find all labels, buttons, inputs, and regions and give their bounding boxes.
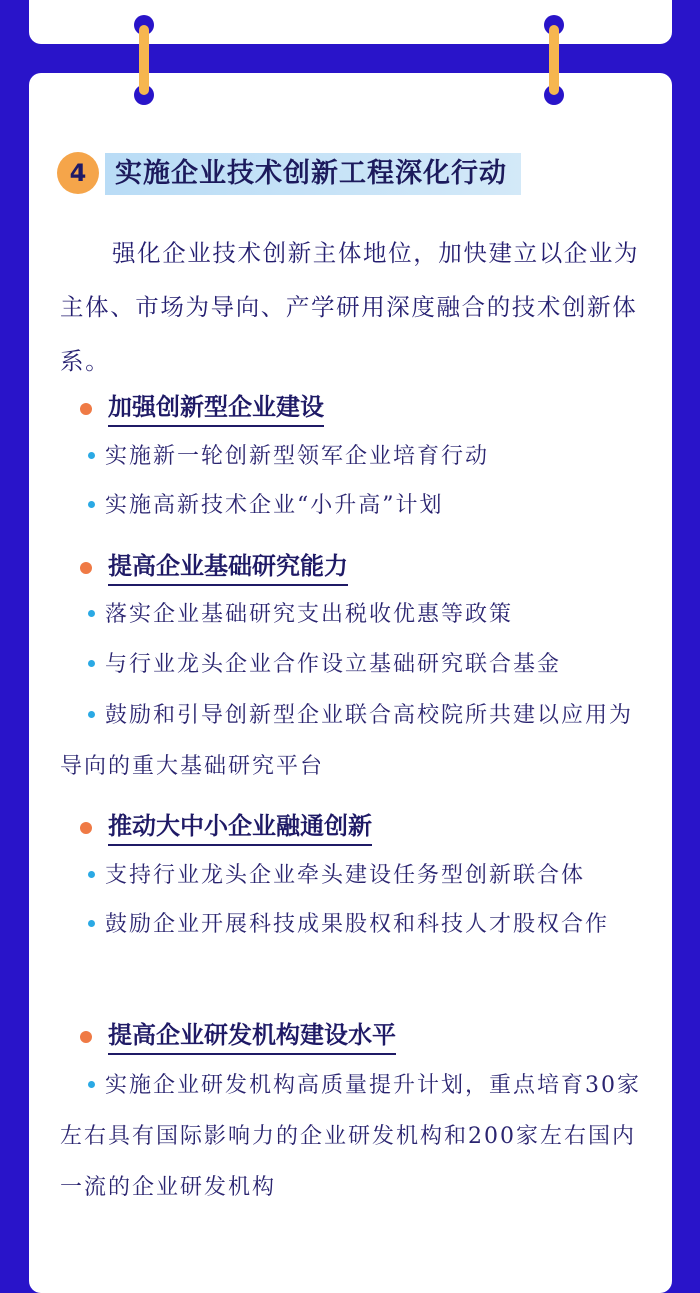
list-item: 实施高新技术企业“小升高”计划 (60, 480, 645, 531)
subsection-title: 加强创新型企业建设 (108, 390, 324, 427)
list-item: 实施企业研发机构高质量提升计划，重点培育30家左右具有国际影响力的企业研发机构和200家左右国内一流的企业研发机构 (60, 1073, 641, 1200)
bullet-dot-icon (88, 610, 95, 617)
section-heading (57, 150, 577, 198)
list-item: 落实企业基础研究支出税收优惠等政策 (60, 589, 645, 640)
orange-dot-icon (80, 822, 92, 834)
list-item: 鼓励企业开展科技成果股权和科技人才股权合作 (60, 899, 645, 950)
orange-dot-icon (80, 1031, 92, 1043)
ring-rod (139, 25, 149, 95)
bullet-dot-icon (88, 660, 95, 667)
binder-ring-right (544, 15, 564, 110)
bullet-dot-icon (88, 711, 95, 718)
ring-rod (549, 25, 559, 95)
list-item: 鼓励和引导创新型企业联合高校院所共建以应用为导向的重大基础研究平台 (60, 703, 634, 779)
list-item: 与行业龙头企业合作设立基础研究联合基金 (60, 639, 645, 690)
section-title: 实施企业技术创新工程深化行动 (105, 153, 521, 195)
binder-ring-left (134, 15, 154, 110)
bullet-dot-icon (88, 871, 95, 878)
list-item: 实施新一轮创新型领军企业培育行动 (60, 431, 645, 482)
list-item: 支持行业龙头企业牵头建设任务型创新联合体 (60, 850, 645, 901)
subsection-title: 提高企业基础研究能力 (108, 549, 348, 586)
bullet-dot-icon (88, 920, 95, 927)
bullet-dot-icon (88, 501, 95, 508)
orange-dot-icon (80, 562, 92, 574)
orange-dot-icon (80, 403, 92, 415)
section-intro: 强化企业技术创新主体地位，加快建立以企业为主体、市场为导向、产学研用深度融合的技术创新体系。 (60, 239, 640, 375)
subsection-title: 提高企业研发机构建设水平 (108, 1018, 396, 1055)
bullet-dot-icon (88, 452, 95, 459)
subsection-title: 推动大中小企业融通创新 (108, 809, 372, 846)
section-number-badge: 4 (57, 152, 99, 194)
bullet-dot-icon (88, 1081, 95, 1088)
top-card (29, 0, 672, 44)
